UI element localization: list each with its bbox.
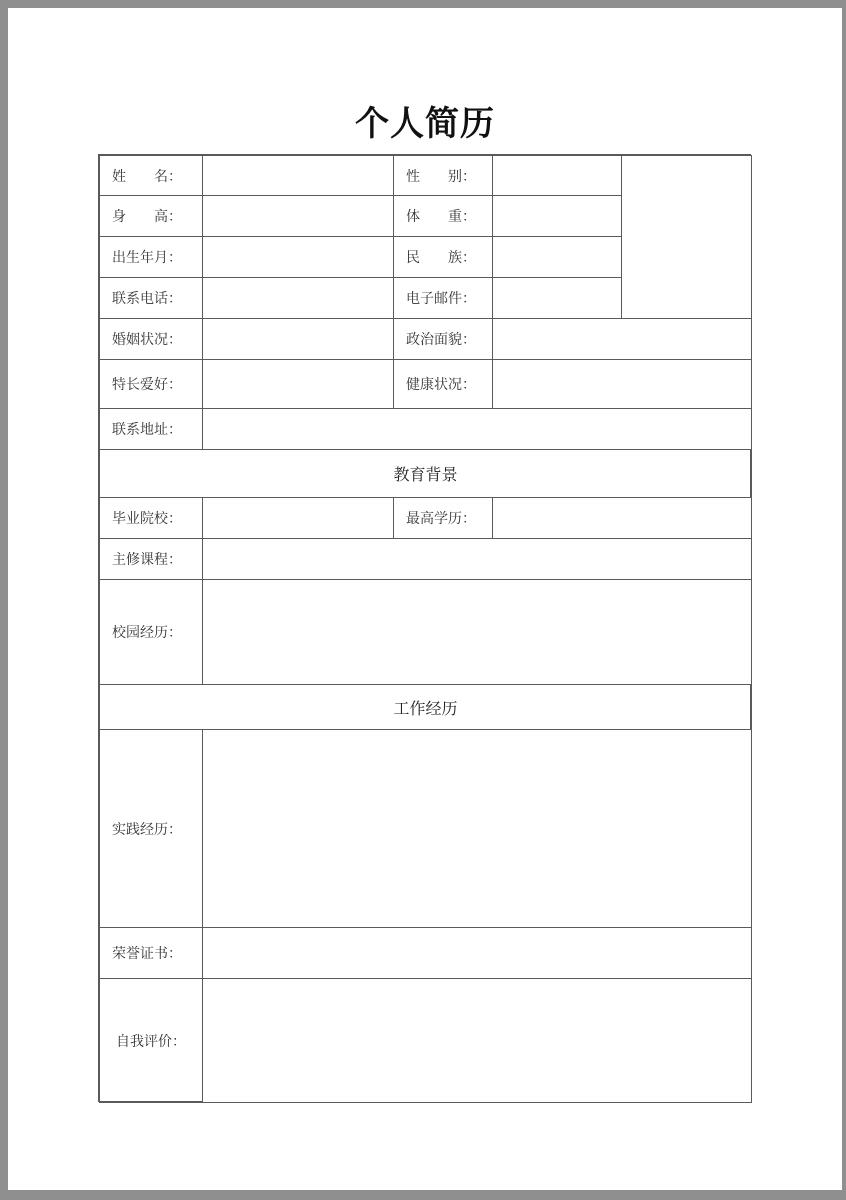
label-ethnicity: 民 族： [393, 236, 493, 278]
label-self-eval: 自我评价： [99, 978, 203, 1103]
courses-field[interactable] [202, 538, 752, 580]
marital-field[interactable] [202, 318, 394, 360]
label-birth: 出生年月： [99, 236, 203, 278]
resume-page [8, 8, 842, 1190]
label-campus: 校园经历： [99, 579, 203, 685]
label-school: 毕业院校： [99, 497, 203, 539]
label-weight: 体 重： [393, 195, 493, 237]
school-field[interactable] [202, 497, 394, 539]
degree-field[interactable] [492, 497, 752, 539]
label-height: 身 高： [99, 195, 203, 237]
resume-form-table [98, 154, 751, 1102]
honors-field[interactable] [202, 927, 752, 979]
label-honors: 荣誉证书： [99, 927, 203, 979]
label-courses: 主修课程： [99, 538, 203, 580]
birth-field[interactable] [202, 236, 394, 278]
weight-field[interactable] [492, 195, 622, 237]
label-gender: 性 别： [393, 155, 493, 196]
height-field[interactable] [202, 195, 394, 237]
health-field[interactable] [492, 359, 752, 409]
page-title: 个人简历 [355, 104, 495, 144]
label-health: 健康状况： [393, 359, 493, 409]
section-work-heading: 工作经历 [99, 684, 752, 730]
phone-field[interactable] [202, 277, 394, 319]
label-name: 姓 名： [99, 155, 203, 196]
email-field[interactable] [492, 277, 622, 319]
campus-field[interactable] [202, 579, 752, 685]
section-education-heading: 教育背景 [99, 449, 752, 498]
gender-field[interactable] [492, 155, 622, 196]
label-hobbies: 特长爱好： [99, 359, 203, 409]
photo-box[interactable] [621, 155, 752, 319]
label-address: 联系地址： [99, 408, 203, 450]
label-phone: 联系电话： [99, 277, 203, 319]
practice-field[interactable] [202, 729, 752, 928]
address-field[interactable] [202, 408, 752, 450]
self-eval-field[interactable] [202, 978, 752, 1103]
hobbies-field[interactable] [202, 359, 394, 409]
label-email: 电子邮件： [393, 277, 493, 319]
label-marital: 婚姻状况： [99, 318, 203, 360]
label-degree: 最高学历： [393, 497, 493, 539]
political-field[interactable] [492, 318, 752, 360]
label-political: 政治面貌： [393, 318, 493, 360]
name-field[interactable] [202, 155, 394, 196]
label-practice: 实践经历： [99, 729, 203, 928]
ethnicity-field[interactable] [492, 236, 622, 278]
